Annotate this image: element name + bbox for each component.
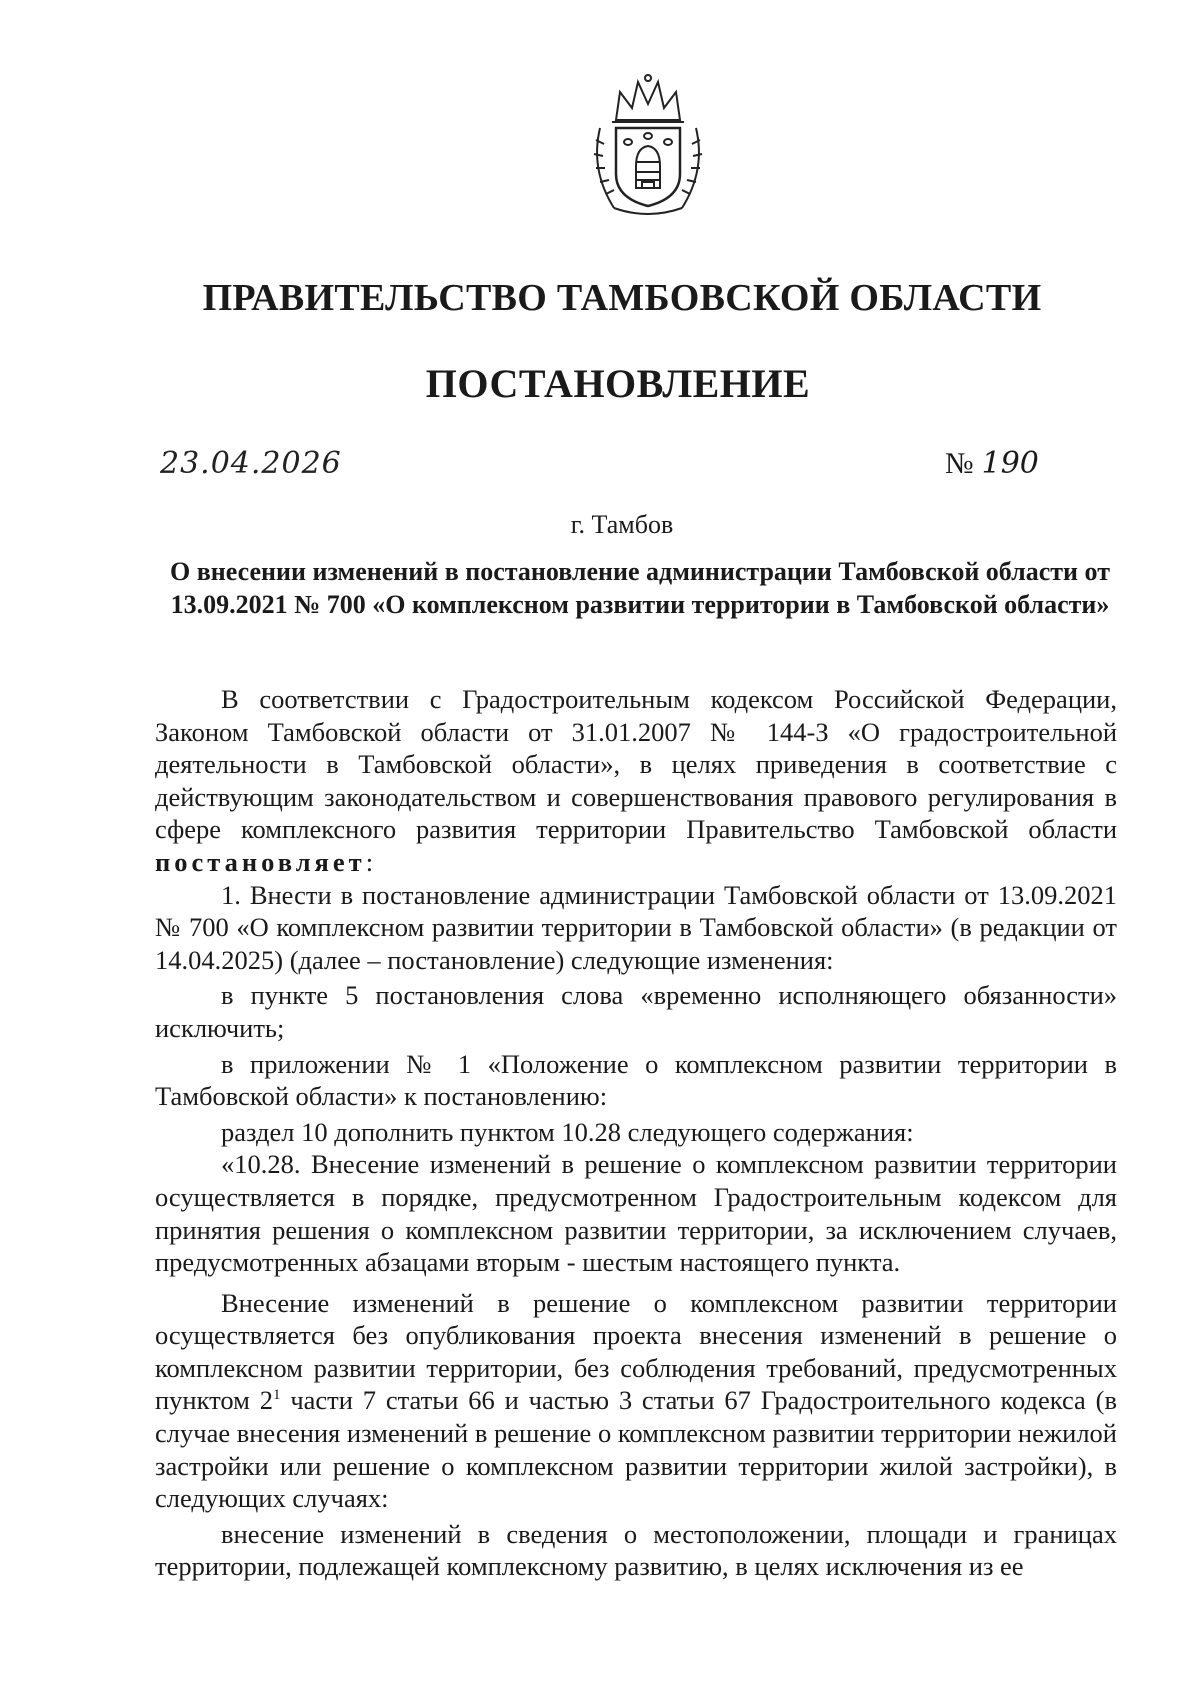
organization-title: ПРАВИТЕЛЬСТВО ТАМБОВСКОЙ ОБЛАСТИ (202, 277, 1042, 319)
paragraph-preamble: В соответствии с Градостроительным кодексом Российской Федерации, Законом Тамбовской области от 31.01.2007 № 144-З «О градостроительной деятельности в Тамбовской области», в целях приведения в соответствие с действующим законодательством и совершенствования правового регулирования в сфере комплексного развития территории Правительство Тамбовской области постановляет: (155, 684, 1117, 877)
tambov-coat-of-arms-icon (586, 70, 710, 220)
document-date: 23.04.2026 (160, 446, 342, 481)
document-number (945, 446, 1039, 481)
paragraph-item-1: 1. Внести в постановление администрации Тамбовской области от 13.09.2021 № 700 «О комплексном развитии территории в Тамбовской области» (в редакции от 14.04.2025) (далее – постановление) следующие изменения: (155, 879, 1117, 975)
document-type: ПОСТАНОВЛЕНИЕ (425, 361, 811, 406)
city: г. Тамбов (570, 510, 674, 539)
keyword-resolves: постановляет (155, 846, 366, 877)
number-value: 190 (981, 446, 1039, 481)
paragraph-point-5: в пункте 5 постановления слова «временно исполняющего обязанности» исключить; (155, 980, 1117, 1043)
paragraph-10-28: «10.28. Внесение изменений в решение о комплексном развитии территории осуществляется в порядке, предусмотренном Градостроительным кодексом для принятия решения о комплексном развитии территории, за исключением случаев, предусмотренных абзацами вторым - шестым настоящего пункта. (155, 1149, 1117, 1278)
document-body (155, 683, 1117, 1583)
paragraph-location-changes: внесение изменений в сведения о местоположении, площади и границах территории, подлежащей комплексному развитию, в целях исключения из ее (155, 1518, 1117, 1582)
paragraph-annex-1: в приложении № 1 «Положение о комплексном развитии территории в Тамбовской области» к постановлению: (155, 1048, 1117, 1112)
number-label: № (945, 447, 974, 480)
document-subject: О внесении изменений в постановление администрации Тамбовской области от 13.09.2021 № 700 «О комплексном развитии территории в Тамбовской области» (170, 557, 1110, 619)
paragraph-without-publication: Внесение изменений в решение о комплексном развитии территории осуществляется без опубликования проекта внесения изменений в решение о комплексном развитии территории, без соблюдения требований, предусмотренных пунктом $2^1$ части 7 статьи 66 и частью 3 статьи 67 Градостроительного кодекса (в случае внесения изменений в решение о комплексном развитии территории нежилой застройки или решение о комплексном развитии территории жилой застройки), в следующих случаях: (155, 1287, 1117, 1514)
paragraph-section-10: раздел 10 дополнить пунктом 10.28 следующего содержания: (221, 1116, 914, 1147)
